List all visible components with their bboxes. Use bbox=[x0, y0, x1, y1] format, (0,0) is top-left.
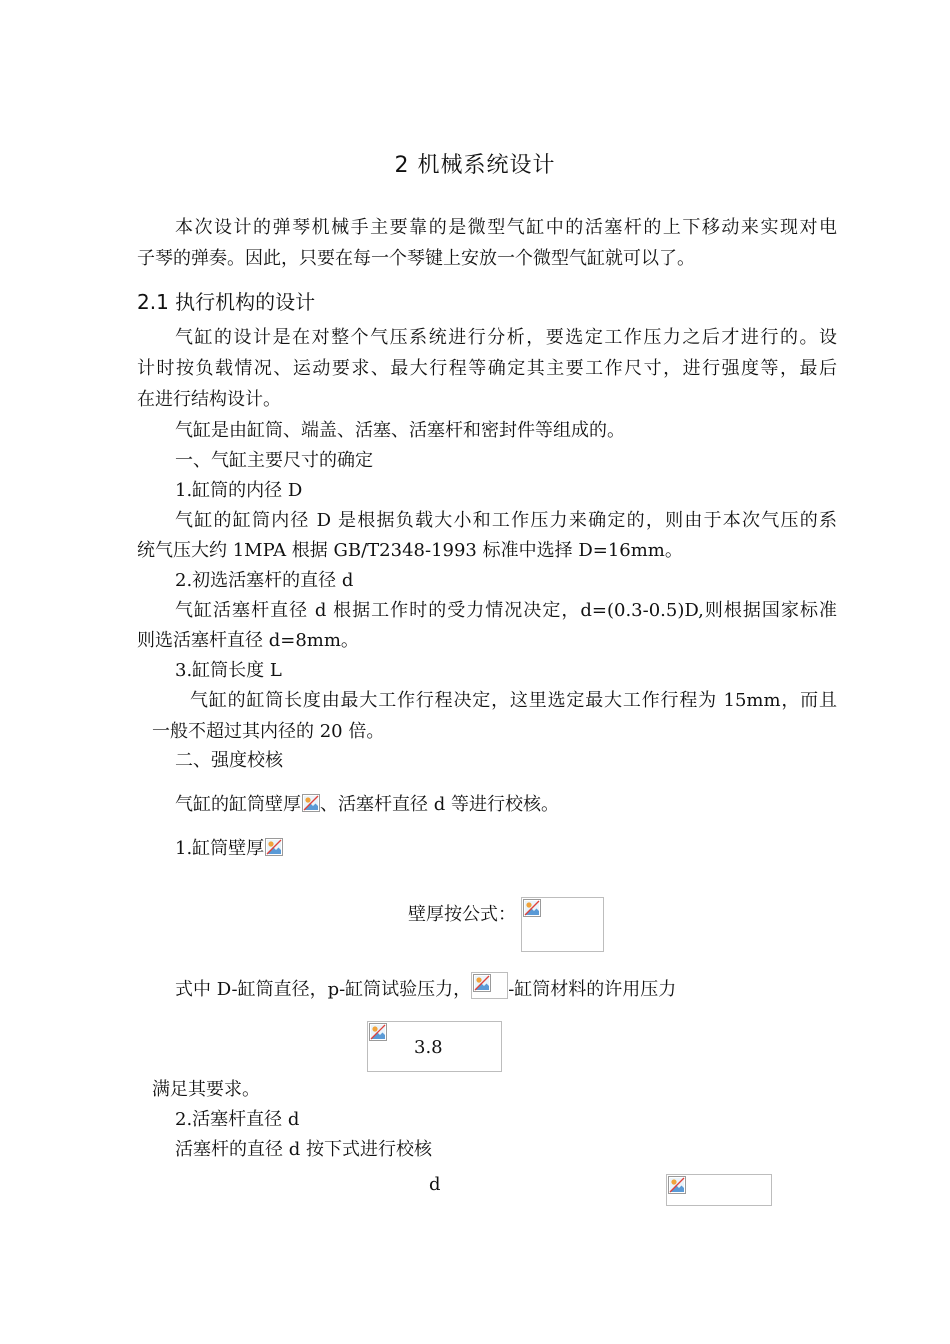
item3-title: 3.缸筒长度 L bbox=[175, 660, 282, 681]
item3-line-1: 气缸的缸筒长度由最大工作行程决定，这里选定最大工作行程为 15mm，而且 bbox=[190, 690, 837, 711]
formula-description bbox=[175, 972, 676, 1005]
allowable-pressure-symbol-image bbox=[471, 972, 508, 999]
wall-thickness-symbol-image bbox=[264, 837, 283, 856]
result-value: 3.8 bbox=[414, 1037, 443, 1058]
broken-image-icon bbox=[473, 974, 491, 992]
formula-desc-before: 式中 D-缸筒直径，p-缸筒试验压力， bbox=[175, 979, 472, 1000]
item2-line-2: 则选活塞杆直径 d=8mm。 bbox=[137, 630, 359, 651]
check-intro bbox=[175, 790, 559, 820]
check-intro-before: 气缸的缸筒壁厚 bbox=[175, 794, 301, 815]
check-intro-after: 、活塞杆直径 d 等进行校核。 bbox=[320, 794, 559, 815]
item2-title: 2.初选活塞杆的直径 d bbox=[175, 570, 354, 591]
rod-title: 2.活塞杆直径 d bbox=[175, 1109, 300, 1130]
item1-line-2: 统气压大约 1MPA 根据 GB/T2348-1993 标准中选择 D=16mm。 bbox=[137, 540, 683, 561]
wall-thickness-symbol-image bbox=[301, 793, 320, 812]
para1-line-3: 在进行结构设计。 bbox=[137, 389, 281, 410]
item3-line-2: 一般不超过其内径的 20 倍。 bbox=[152, 721, 385, 742]
satisfy-text: 满足其要求。 bbox=[152, 1079, 260, 1100]
intro-line-1: 本次设计的弹琴机械手主要靠的是微型气缸中的活塞杆的上下移动来实现对电 bbox=[175, 217, 837, 238]
formula-desc-after: -缸筒材料的许用压力 bbox=[508, 979, 677, 1000]
broken-image-icon bbox=[302, 794, 320, 812]
rod-text: 活塞杆的直径 d 按下式进行校核 bbox=[175, 1139, 432, 1160]
wall-formula-label: 壁厚按公式： bbox=[408, 904, 516, 925]
rod-formula-image bbox=[666, 1174, 772, 1206]
broken-image-icon bbox=[668, 1176, 686, 1194]
wall-title-text: 1.缸筒壁厚 bbox=[175, 838, 265, 859]
para1-line-2: 计时按负载情况、运动要求、最大行程等确定其主要工作尺寸，进行强度等，最后 bbox=[137, 358, 837, 379]
heading-one: 一、气缸主要尺寸的确定 bbox=[175, 450, 373, 471]
item2-line-1: 气缸活塞杆直径 d 根据工作时的受力情况决定，d=(0.3-0.5)D,则根据国家标准 bbox=[175, 600, 837, 621]
item1-title: 1.缸筒的内径 D bbox=[175, 480, 303, 501]
para2: 气缸是由缸筒、端盖、活塞、活塞杆和密封件等组成的。 bbox=[175, 420, 625, 441]
broken-image-icon bbox=[369, 1023, 387, 1041]
broken-image-icon bbox=[523, 899, 541, 917]
para1-line-1: 气缸的设计是在对整个气压系统进行分析，要选定工作压力之后才进行的。设 bbox=[175, 327, 837, 348]
broken-image-icon bbox=[265, 838, 283, 856]
heading-two: 二、强度校核 bbox=[175, 750, 283, 771]
intro-line-2: 子琴的弹奏。因此，只要在每一个琴键上安放一个微型气缸就可以了。 bbox=[137, 248, 695, 269]
chapter-title: 2 机械系统设计 bbox=[394, 153, 556, 178]
wall-title bbox=[175, 834, 283, 864]
item1-line-1: 气缸的缸筒内径 D 是根据负载大小和工作压力来确定的，则由于本次气压的系 bbox=[175, 510, 837, 531]
section-title: 2.1 执行机构的设计 bbox=[137, 290, 316, 314]
wall-formula-image bbox=[521, 897, 604, 952]
rod-formula-prefix: d bbox=[429, 1174, 441, 1195]
